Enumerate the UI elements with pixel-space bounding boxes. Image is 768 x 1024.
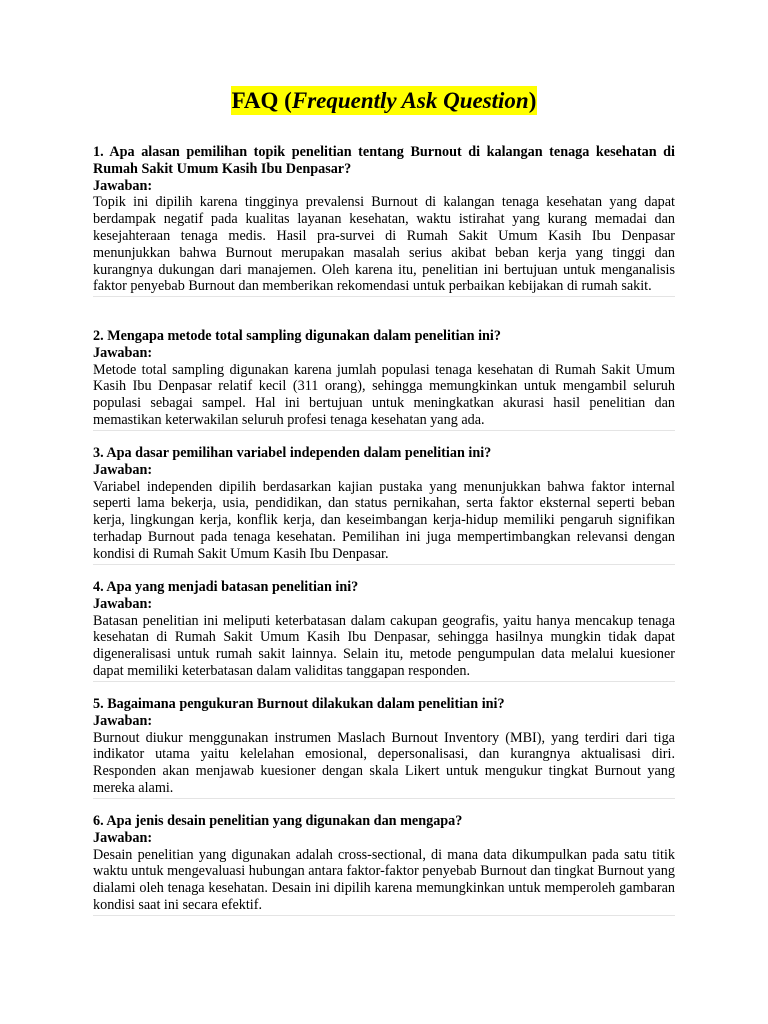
answer-label: Jawaban: <box>93 461 153 478</box>
faq-question: 4. Apa yang menjadi batasan penelitian ini? <box>93 579 359 595</box>
faq-item-3 <box>93 445 675 565</box>
faq-answer: Batasan penelitian ini meliputi keterbatasan dalam cakupan geografis, yaitu hanya mencakup tenaga kesehatan di Rumah Sakit Umum Kasih Ibu Denpasar, sehingga hasilnya mungkin tidak dapat digeneralisasi untuk rumah sakit lainnya. Selain itu, metode pengumpulan data melalui kuesioner dapat memiliki keterbatasan dalam validitas tanggapan responden. <box>93 613 675 682</box>
faq-question: 2. Mengapa metode total sampling digunakan dalam penelitian ini? <box>93 328 501 344</box>
faq-question: 3. Apa dasar pemilihan variabel independen dalam penelitian ini? <box>93 445 492 461</box>
faq-item-2 <box>93 328 675 431</box>
answer-label: Jawaban: <box>93 344 153 361</box>
faq-answer: Metode total sampling digunakan karena jumlah populasi tenaga kesehatan di Rumah Sakit Umum Kasih Ibu Denpasar relatif kecil (311 orang), sehingga memungkinkan untuk mengambil seluruh populasi sebagai sampel. Hal ini bertujuan untuk meningkatkan akurasi hasil penelitian dan memastikan keterwakilan seluruh profesi tenaga kesehatan yang ada. <box>93 362 675 431</box>
faq-item-6 <box>93 813 675 916</box>
answer-label: Jawaban: <box>93 595 153 612</box>
title-prefix: FAQ ( <box>231 88 292 113</box>
faq-item-5 <box>93 696 675 799</box>
title-container <box>0 86 768 115</box>
faq-answer: Desain penelitian yang digunakan adalah cross-sectional, di mana data dikumpulkan pada satu titik waktu untuk mengevaluasi hubungan antara faktor-faktor penyebab Burnout dan tingkat Burnout yang dialami oleh tenaga kesehatan. Desain ini dipilih karena memungkinkan untuk memperoleh gambaran kondisi saat ini secara efektif. <box>93 847 675 916</box>
page-title <box>231 86 538 115</box>
answer-label: Jawaban: <box>93 829 153 846</box>
faq-answer: Variabel independen dipilih berdasarkan kajian pustaka yang menunjukkan bahwa faktor internal seperti lama bekerja, usia, pendidikan, dan status pernikahan, serta faktor eksternal seperti beban kerja, lingkungan kerja, konflik kerja, dan keseimbangan kerja-hidup memiliki pengaruh signifikan terhadap Burnout pada tenaga kesehatan. Pemilihan ini juga mempertimbangkan relevansi dengan kondisi di Rumah Sakit Umum Kasih Ibu Denpasar. <box>93 479 675 565</box>
answer-label: Jawaban: <box>93 712 153 729</box>
faq-question: 5. Bagaimana pengukuran Burnout dilakukan dalam penelitian ini? <box>93 696 505 712</box>
faq-answer: Burnout diukur menggunakan instrumen Maslach Burnout Inventory (MBI), yang terdiri dari tiga indikator utama yaitu kelelahan emosional, depersonalisasi, dan kurangnya aktualisasi diri. Responden akan menjawab kuesioner dengan skala Likert untuk mengukur tingkat Burnout yang mereka alami. <box>93 730 675 799</box>
title-suffix: ) <box>528 88 537 113</box>
faq-item-1 <box>93 144 675 297</box>
faq-answer: Topik ini dipilih karena tingginya prevalensi Burnout di kalangan tenaga kesehatan yang dapat berdampak negatif pada kualitas layanan kesehatan, waktu istirahat yang kurang memadai dan kesejahteraan tenaga medis. Hasil pra-survei di Rumah Sakit Umum Kasih Ibu Denpasar menunjukkan bahwa Burnout merupakan masalah serius akibat beban kerja yang tinggi dan kurangnya dukungan dari manajemen. Oleh karena itu, penelitian ini bertujuan untuk menganalisis faktor penyebab Burnout dan memberikan rekomendasi untuk perbaikan kebijakan di rumah sakit. <box>93 194 675 297</box>
faq-question: 1. Apa alasan pemilihan topik penelitian tentang Burnout di kalangan tenaga kesehatan di Rumah Sakit Umum Kasih Ibu Denpasar? <box>93 144 675 177</box>
answer-label: Jawaban: <box>93 177 153 194</box>
faq-question: 6. Apa jenis desain penelitian yang digunakan dan mengapa? <box>93 813 463 829</box>
faq-item-4 <box>93 579 675 682</box>
title-italic: Frequently Ask Question <box>291 88 529 113</box>
